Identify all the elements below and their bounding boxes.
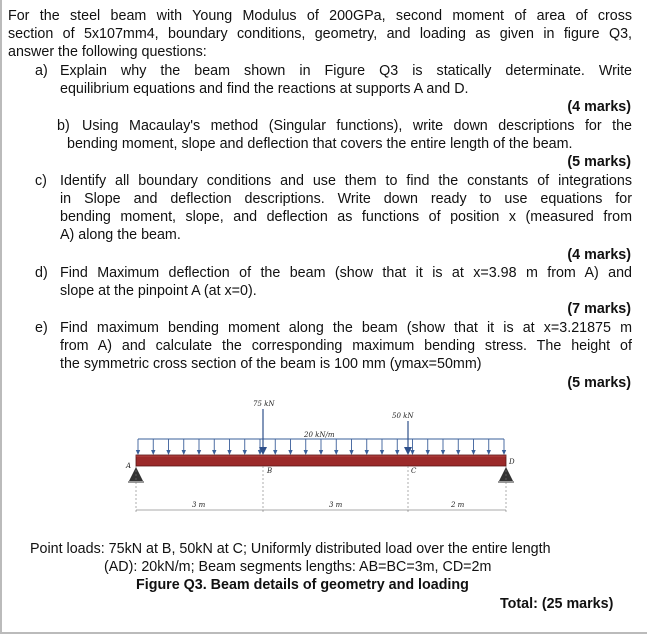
udl-arrow-head — [227, 450, 231, 455]
udl-arrow-head — [426, 450, 430, 455]
intro-line-3: answer the following questions: — [8, 44, 207, 60]
udl-arrow-head — [288, 450, 292, 455]
load-b-label: 75 kN — [253, 400, 275, 408]
beam-figure — [124, 395, 520, 522]
beam-diagram — [124, 395, 520, 522]
question-a-line-2: equilibrium equations and find the reactions at supports A and D. — [60, 81, 469, 97]
question-c-line-4: A) along the beam. — [60, 227, 181, 243]
udl-arrow-head — [197, 450, 201, 455]
point-b-label: B — [267, 467, 273, 475]
question-b-line-2: bending moment, slope and deflection that covers the entire length of the beam. — [67, 136, 573, 152]
udl-arrow-head — [380, 450, 384, 455]
question-d-line-2: slope at the pinpoint A (at x=0). — [60, 283, 257, 299]
figure-caption-title: Figure Q3. Beam details of geometry and loading — [136, 577, 469, 593]
question-a-line-1: Explain why the beam shown in Figure Q3 is statically determinate. Write — [60, 63, 632, 79]
dim-bc-label: 3 m — [329, 501, 343, 509]
beam-body — [136, 455, 506, 466]
udl-arrow-head — [273, 450, 277, 455]
udl-label: 20 kN/m — [304, 431, 335, 439]
question-a-marks: (4 marks) — [567, 99, 631, 115]
udl-arrow-head — [349, 450, 353, 455]
udl-arrow-head — [365, 450, 369, 455]
question-c-line-2: in Slope and deflection descriptions. Write down ready to use equations for — [60, 191, 632, 207]
caption-line-1: Point loads: 75kN at B, 50kN at C; Uniformly distributed load over the entire length — [30, 541, 551, 557]
question-b-label: b) — [57, 118, 70, 134]
point-a-label: A — [126, 462, 132, 470]
udl-arrow-head — [395, 450, 399, 455]
question-c-line-3: bending moment, slope, and deflection as functions of position x (measured from — [60, 209, 632, 225]
question-c-label: c) — [35, 173, 47, 189]
udl-arrow-head — [136, 450, 140, 455]
question-e-label: e) — [35, 320, 48, 336]
question-d-line-1: Find Maximum deflection of the beam (show that it is at x=3.98 m from A) and — [60, 265, 632, 281]
udl-arrow-head — [212, 450, 216, 455]
point-c-label: C — [411, 467, 417, 475]
question-e-line-3: the symmetric cross section of the beam is 100 mm (ymax=50mm) — [60, 356, 482, 372]
udl-arrow-head — [487, 450, 491, 455]
question-e-marks: (5 marks) — [567, 375, 631, 391]
udl-arrow-head — [456, 450, 460, 455]
udl-arrow-head — [166, 450, 170, 455]
udl-arrow-head — [243, 450, 247, 455]
total-marks: Total: (25 marks) — [500, 596, 614, 612]
question-c-marks: (4 marks) — [567, 247, 631, 263]
question-d-label: d) — [35, 265, 48, 281]
udl-arrow-head — [182, 450, 186, 455]
udl-arrow-head — [151, 450, 155, 455]
udl-arrow-head — [304, 450, 308, 455]
question-b-marks: (5 marks) — [567, 154, 631, 170]
intro-line-1: For the steel beam with Young Modulus of 200GPa, second moment of area of cross — [8, 8, 632, 24]
dim-cd-label: 2 m — [451, 501, 465, 509]
caption-line-2: (AD): 20kN/m; Beam segments lengths: AB=BC=3m, CD=2m — [104, 559, 492, 575]
udl-arrows — [136, 439, 506, 455]
load-c-label: 50 kN — [392, 412, 414, 420]
udl-arrow-head — [334, 450, 338, 455]
intro-line-2: section of 5x107mm4, boundary conditions, geometry, and loading as given in figure Q3, — [8, 26, 632, 42]
dim-ab-label: 3 m — [192, 501, 206, 509]
point-d-label: D — [509, 458, 515, 466]
question-b-line-1: Using Macaulay's method (Singular functions), write down descriptions for the — [82, 118, 632, 134]
question-e-line-1: Find maximum bending moment along the beam (show that it is at x=3.21875 m — [60, 320, 632, 336]
udl-arrow-head — [319, 450, 323, 455]
question-d-marks: (7 marks) — [567, 301, 631, 317]
question-a-label: a) — [35, 63, 48, 79]
udl-arrow-head — [441, 450, 445, 455]
question-c-line-1: Identify all boundary conditions and use them to find the constants of integrations — [60, 173, 632, 189]
question-e-line-2: from A) and calculate the corresponding maximum bending stress. The height of — [60, 338, 632, 354]
udl-arrow-head — [471, 450, 475, 455]
udl-arrow-head — [410, 450, 414, 455]
udl-arrow-head — [502, 450, 506, 455]
